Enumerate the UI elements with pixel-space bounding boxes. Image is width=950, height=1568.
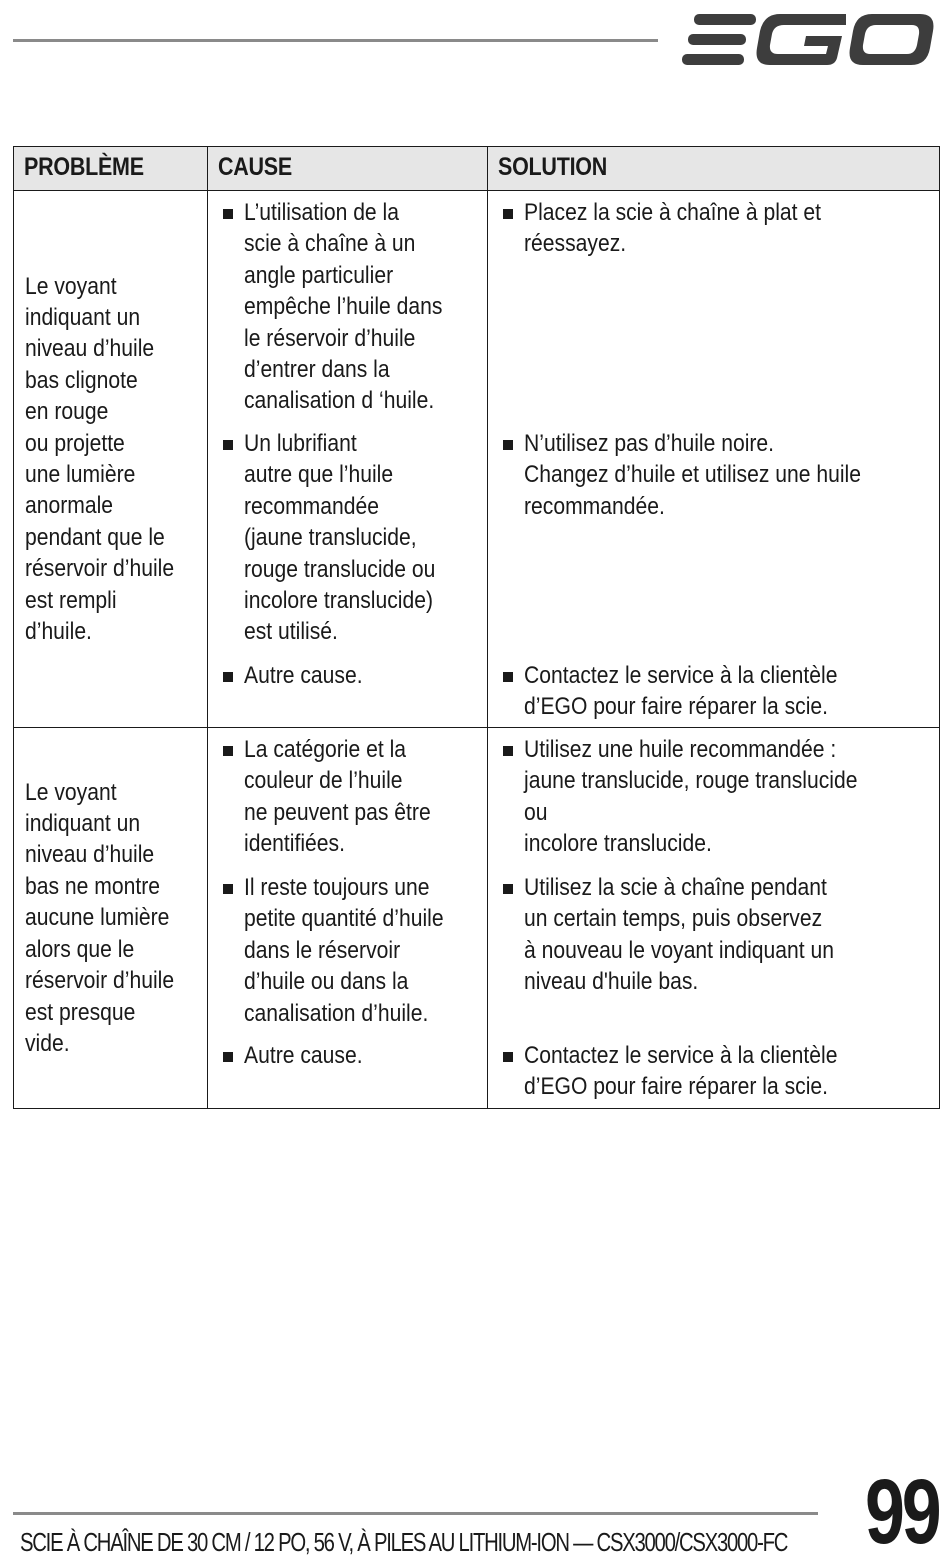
troubleshooting-table [13,146,940,1109]
bullet-icon [223,746,233,756]
solution-cell [488,191,940,728]
footer-product-title: SCIE À CHAÎNE DE 30 CM / 12 PO, 56 V, À PILES AU LITHIUM-ION — CSX3000/CSX3000-FC [20,1527,788,1557]
header-cause: CAUSE [208,147,488,191]
problem-cell [14,728,208,1109]
cause-item: La catégorie et la couleur de l’huile ne peuvent pas être identifiées. [208,734,487,860]
footer-rule [13,1512,818,1515]
solution-item: Contactez le service à la clientèle d’EGO pour faire réparer la scie. [488,1040,939,1103]
cause-item: Un lubrifiant autre que l’huile recommandée (jaune translucide, rouge translucide ou incolore translucide) est utilisé. [208,428,487,648]
header-solution: SOLUTION [488,147,940,191]
cause-cell [208,191,488,728]
bullet-icon [223,440,233,450]
problem-cell [14,191,208,728]
table-header-row [14,147,940,191]
cause-item: Il reste toujours une petite quantité d’huile dans le réservoir d’huile ou dans la canalisation d’huile. [208,872,487,1029]
bullet-icon [503,672,513,682]
header-rule [13,39,658,42]
problem-text: Le voyant indiquant un niveau d’huile bas ne montre aucune lumière alors que le réservoir d’huile est presque vide. [25,778,175,1057]
bullet-icon [503,440,513,450]
bullet-icon [223,672,233,682]
cause-item: L’utilisation de la scie à chaîne à un angle particulier empêche l’huile dans le réservoir d’huile d’entrer dans la canalisation d ‘huile. [208,197,487,417]
solution-item: Utilisez la scie à chaîne pendant un certain temps, puis observez à nouveau le voyant indiquant un niveau d'huile bas. [488,872,939,998]
solution-item: Placez la scie à chaîne à plat et réessayez. [488,197,939,260]
bullet-icon [503,209,513,219]
table-row [14,728,940,1109]
header-probleme: PROBLÈME [14,147,208,191]
bullet-icon [223,209,233,219]
solution-cell [488,728,940,1109]
cause-item: Autre cause. [208,1040,487,1071]
solution-item: N’utilisez pas d’huile noire. Changez d’huile et utilisez une huile recommandée. [488,428,939,522]
bullet-icon [223,1052,233,1062]
bullet-icon [503,746,513,756]
bullet-icon [503,884,513,894]
problem-text: Le voyant indiquant un niveau d’huile bas clignote en rouge ou projette une lumière anormale pendant que le réservoir d’huile est rempli d’huile. [25,272,175,646]
cause-item: Autre cause. [208,660,487,691]
bullet-icon [223,884,233,894]
table-row [14,191,940,728]
solution-item: Contactez le service à la clientèle d’EGO pour faire réparer la scie. [488,660,939,723]
bullet-icon [503,1052,513,1062]
cause-cell [208,728,488,1109]
ego-logo [680,12,936,68]
page-number: 99 [865,1461,939,1563]
solution-item: Utilisez une huile recommandée : jaune translucide, rouge translucide ou incolore translucide. [488,734,939,860]
